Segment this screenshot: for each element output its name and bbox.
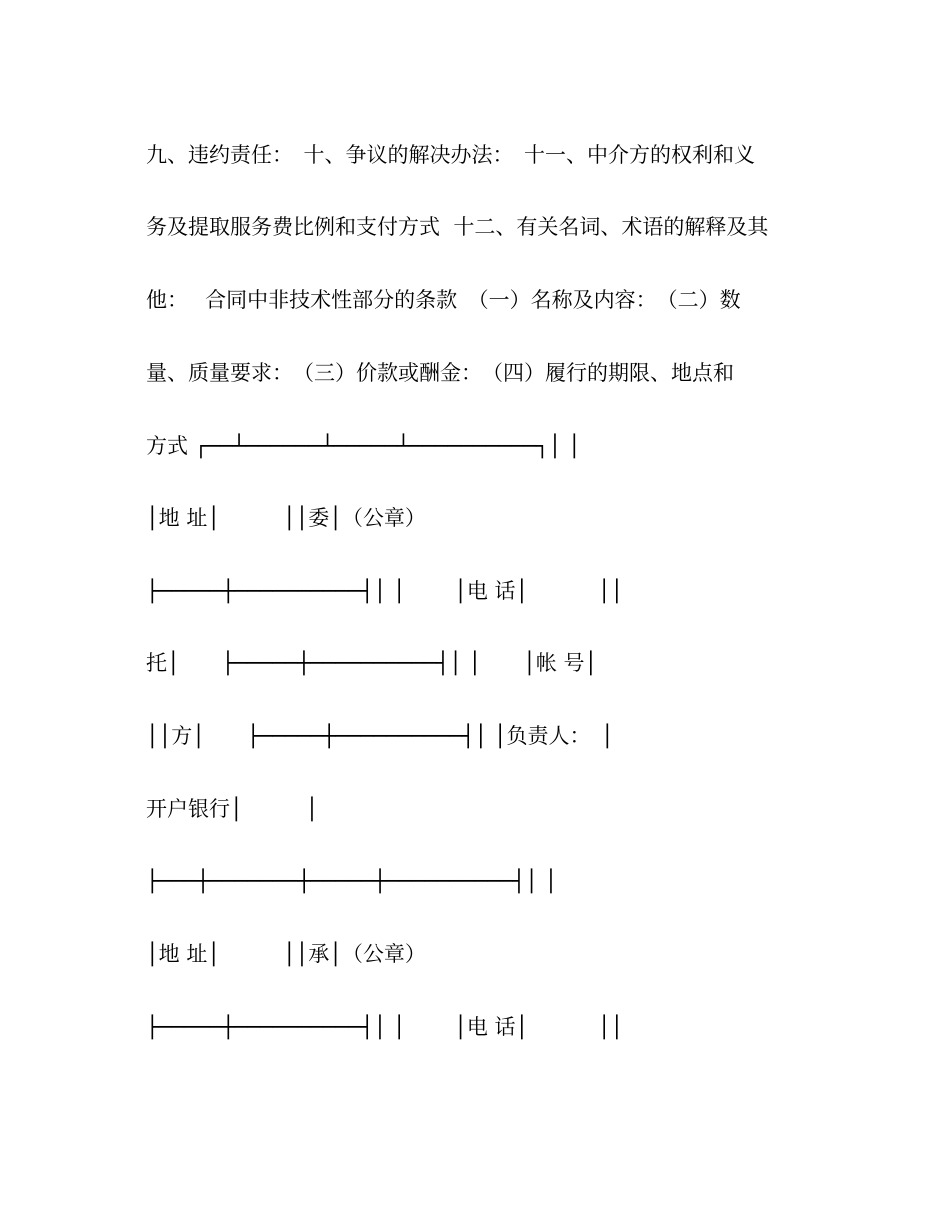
text-line-12: │地 址│ ││承│（公章） bbox=[146, 942, 426, 966]
text-line-6: │地 址│ ││委│（公章） bbox=[146, 506, 426, 530]
text-line-8: 托│ ├─────┼──────────┤│ │ │帐 号│ bbox=[146, 651, 598, 675]
text-line-7: ├─────┼──────────┤│ │ │电 话│ ││ bbox=[146, 579, 624, 603]
text-line-1: 九、违约责任： 十、争议的解决办法： 十一、中介方的权利和义 bbox=[146, 143, 755, 167]
text-line-5: 方式 ┌──┴──────┴─────┴──────────┐│ │ bbox=[146, 434, 581, 458]
text-line-10: 开户银行│ │ bbox=[146, 797, 319, 821]
text-line-3: 他： 合同中非技术性部分的条款 （一）名称及内容： （二）数 bbox=[146, 288, 741, 312]
text-line-9: ││方│ ├─────┼──────────┤│ │负责人： │ bbox=[146, 724, 614, 748]
text-line-2: 务及提取服务费比例和支付方式 十二、有关名词、术语的解释及其 bbox=[146, 215, 769, 239]
text-line-4: 量、质量要求： （三）价款或酬金： （四）履行的期限、地点和 bbox=[146, 361, 734, 385]
text-line-13: ├─────┼──────────┤│ │ │电 话│ ││ bbox=[146, 1015, 624, 1039]
text-line-11: ├───┼───────┼─────┼──────────┤│ │ bbox=[146, 869, 558, 893]
